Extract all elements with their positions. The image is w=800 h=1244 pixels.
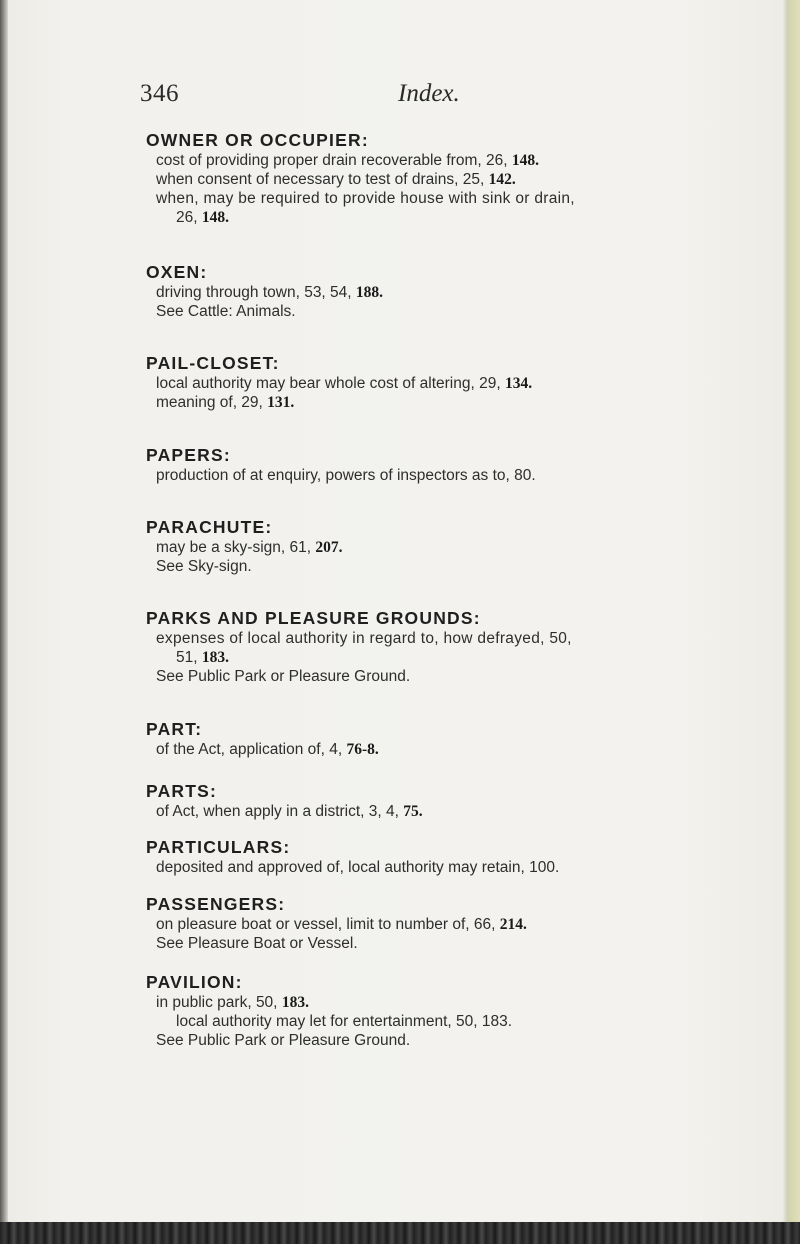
line-text: cost of providing proper drain recoverable from, 26, [156, 152, 508, 169]
line-text: See Pleasure Boat or Vessel. [156, 935, 358, 952]
entry-line [146, 993, 726, 1012]
entry-line [146, 538, 726, 557]
page-reference: 148. [201, 209, 229, 226]
index-entry-parks-and-pleasure-grounds [146, 607, 726, 686]
page-reference: 207. [315, 539, 343, 556]
index-entry-pail-closet [146, 352, 726, 412]
entry-heading: PAPERS: [146, 445, 231, 465]
line-text: when consent of necessary to test of drains, 25, [156, 171, 485, 188]
page-reference: 142. [488, 171, 516, 188]
entry-line [146, 302, 726, 321]
line-text: 26, [176, 209, 198, 226]
line-text: on pleasure boat or vessel, limit to number of, 66, [156, 916, 496, 933]
page-right-edge [782, 0, 800, 1244]
page-reference: 148. [511, 152, 539, 169]
line-text: deposited and approved of, local authority may retain, 100. [156, 859, 560, 876]
entry-line [146, 283, 726, 302]
line-text: driving through town, 53, 54, [156, 284, 352, 301]
entry-line [146, 648, 726, 667]
entry-heading: PARTS: [146, 781, 218, 801]
page-binding-edge [0, 0, 8, 1244]
page-header [140, 80, 700, 116]
entry-line [146, 208, 726, 227]
entry-heading: PARACHUTE: [146, 517, 273, 537]
page-number: 346 [140, 80, 179, 107]
entry-line [146, 1012, 726, 1031]
entry-line [146, 557, 726, 576]
page-reference: 134. [504, 375, 533, 392]
line-text: 51, [176, 649, 198, 666]
entry-line [146, 466, 726, 485]
line-text: local authority may let for entertainment, 50, 183. [176, 1013, 513, 1030]
entry-line [146, 934, 726, 953]
index-entry-parts [146, 780, 726, 821]
index-entry-particulars [146, 836, 726, 877]
line-text: of Act, when apply in a district, 3, 4, [156, 803, 399, 820]
entry-line [146, 858, 726, 877]
page-reference: 188. [355, 284, 384, 301]
entry-line [146, 189, 726, 208]
line-text: of the Act, application of, 4, [156, 741, 343, 758]
entry-line [146, 1031, 726, 1050]
page-reference: 76-8. [346, 741, 379, 758]
entry-heading: PAVILION: [146, 972, 243, 992]
index-entry-passengers [146, 893, 726, 953]
page-reference: 131. [267, 394, 295, 411]
line-text: See Public Park or Pleasure Ground. [156, 1032, 411, 1049]
line-text: when, may be required to provide house with sink or drain, [156, 190, 575, 207]
line-text: local authority may bear whole cost of altering, 29, [156, 375, 501, 392]
entry-line [146, 802, 726, 821]
entry-line [146, 151, 726, 170]
entry-heading: PARKS AND PLEASURE GROUNDS: [146, 608, 481, 628]
entry-heading: OXEN: [146, 262, 208, 282]
entry-heading: PARTICULARS: [146, 837, 291, 857]
entry-line [146, 393, 726, 412]
entry-line [146, 170, 726, 189]
index-entry-papers [146, 444, 726, 485]
page-reference: 183. [201, 649, 229, 666]
line-text: production of at enquiry, powers of inspectors as to, 80. [156, 467, 536, 484]
line-text: may be a sky-sign, 61, [156, 539, 312, 556]
index-entry-parachute [146, 516, 726, 576]
entry-line [146, 629, 726, 648]
entry-line [146, 915, 726, 934]
scan-bottom-edge [0, 1222, 800, 1244]
page-reference: 214. [499, 916, 527, 933]
index-entry-owner-or-occupier [146, 129, 726, 227]
line-text: See Sky-sign. [156, 558, 252, 575]
index-entry-oxen [146, 261, 726, 321]
index-entry-pavilion [146, 971, 726, 1050]
entry-line [146, 374, 726, 393]
entry-line [146, 667, 726, 686]
line-text: expenses of local authority in regard to, how defrayed, 50, [156, 630, 572, 647]
index-entry-part [146, 718, 726, 759]
entry-line [146, 740, 726, 759]
page-reference: 75. [403, 803, 423, 820]
line-text: See Public Park or Pleasure Ground. [156, 668, 411, 685]
entry-heading: PASSENGERS: [146, 894, 286, 914]
line-text: See Cattle: Animals. [156, 303, 296, 320]
running-title: Index. [398, 80, 460, 107]
entry-heading: PART: [146, 719, 203, 739]
line-text: meaning of, 29, [156, 394, 263, 411]
page-reference: 183. [281, 994, 309, 1011]
entry-heading: OWNER OR OCCUPIER: [146, 130, 369, 150]
line-text: in public park, 50, [156, 994, 278, 1011]
entry-heading: PAIL-CLOSET: [146, 353, 280, 373]
